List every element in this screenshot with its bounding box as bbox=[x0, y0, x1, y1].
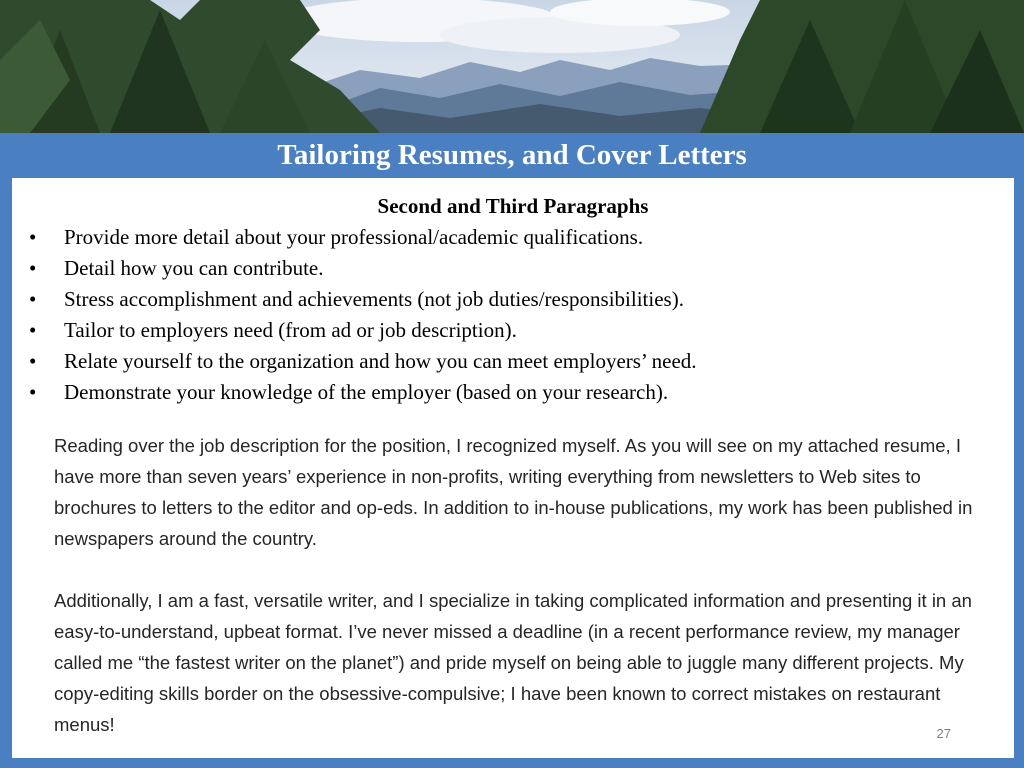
slide-title: Tailoring Resumes, and Cover Letters bbox=[277, 139, 747, 171]
cover-letter-excerpt bbox=[54, 430, 974, 740]
bullet-icon: • bbox=[29, 287, 37, 311]
bullet-icon: • bbox=[29, 256, 37, 280]
excerpt-paragraph-2: Additionally, I am a fast, versatile writer, and I specialize in taking complicated information and presenting it in an easy-to-understand, upbeat format. I’ve never missed a deadline (in a recent performance review, my manager called me “the fastest writer on the planet”) and pride myself on being able to juggle many different projects. My copy-editing skills border on the obsessive-compulsive; I have been known to correct mistakes on restaurant menus! bbox=[54, 590, 972, 735]
bullet-text: Tailor to employers need (from ad or job description). bbox=[64, 318, 517, 342]
content-panel bbox=[12, 178, 1014, 758]
bullet-icon: • bbox=[29, 225, 37, 249]
landscape-illustration bbox=[0, 0, 1024, 133]
bullet-icon: • bbox=[29, 380, 37, 404]
page-number: 27 bbox=[936, 726, 951, 741]
bullet-text: Detail how you can contribute. bbox=[64, 256, 324, 280]
section-subtitle: Second and Third Paragraphs bbox=[377, 194, 649, 218]
bullet-text: Relate yourself to the organization and how you can meet employers’ need. bbox=[64, 349, 697, 373]
bullet-text: Demonstrate your knowledge of the employer (based on your research). bbox=[64, 380, 669, 404]
bullet-text: Stress accomplishment and achievements (not job duties/responsibilities). bbox=[64, 287, 684, 311]
mountain-landscape-banner bbox=[0, 0, 1024, 133]
bullet-icon: • bbox=[29, 349, 37, 373]
bullet-text: Provide more detail about your professional/academic qualifications. bbox=[64, 225, 644, 249]
excerpt-paragraph-1: Reading over the job description for the position, I recognized myself. As you will see on my attached resume, I have more than seven years’ experience in non-profits, writing everything from newsletters to Web sites to brochures to letters to the editor and op-eds. In addition to in-house publications, my work has been published in newspapers around the country. bbox=[54, 435, 973, 549]
bullet-icon: • bbox=[29, 318, 37, 342]
